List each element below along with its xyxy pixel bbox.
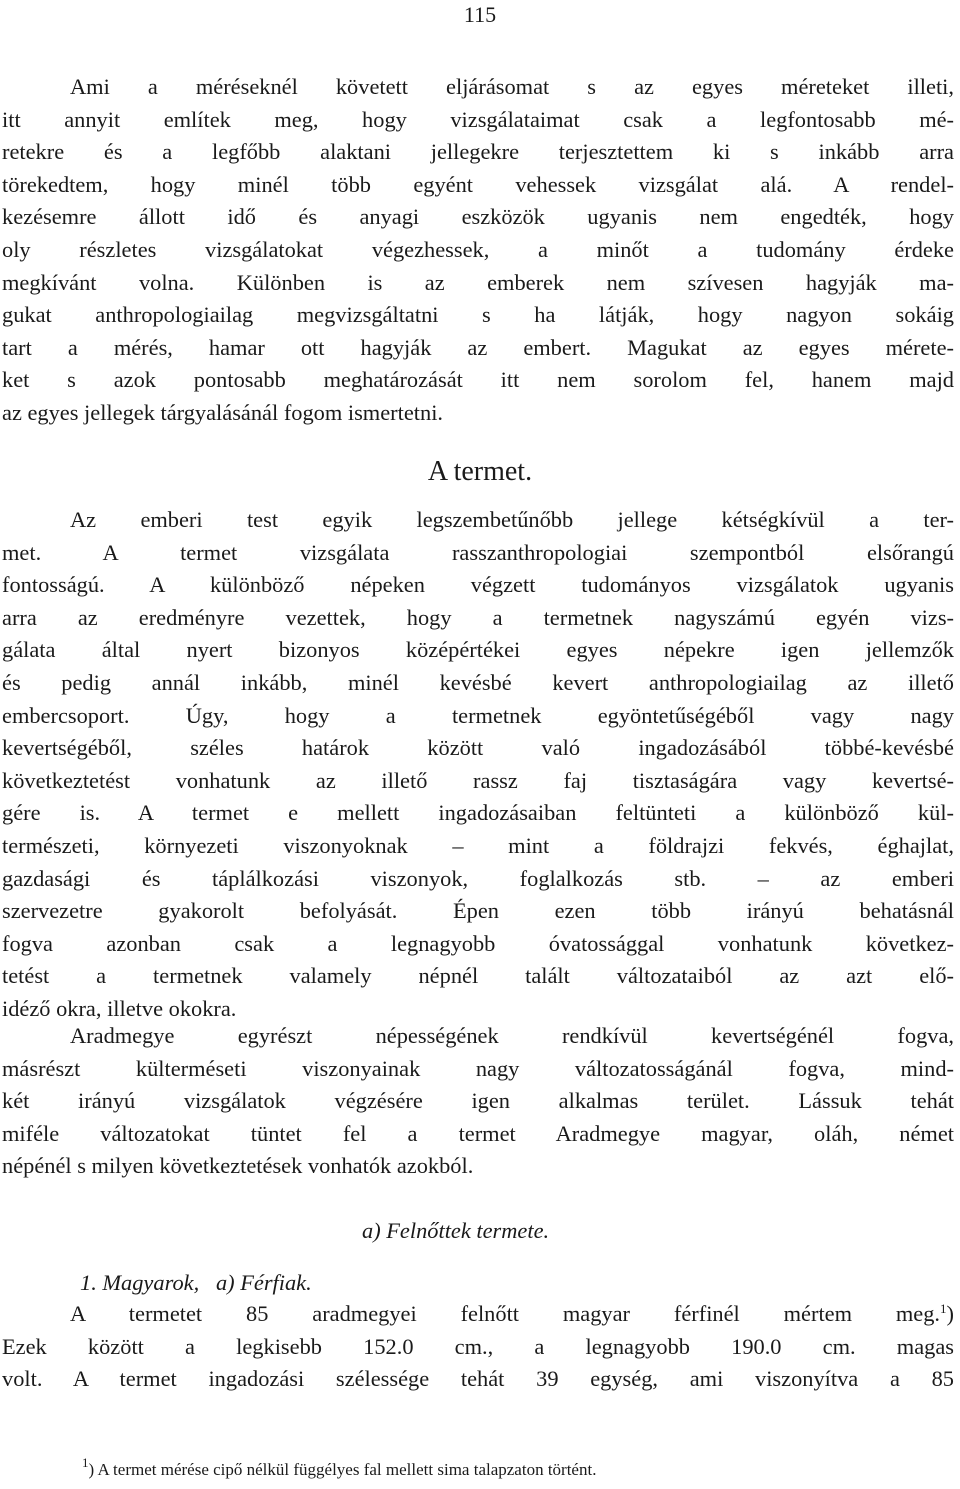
text-line: gukat anthropologiailag megvizsgáltatni s ha látják, hogy nagyon sokáig xyxy=(2,302,954,328)
text-line: az egyes jellegek tárgyalásánál fogom ismertetni. xyxy=(2,399,444,425)
subheading-hungarian-men: 1. Magyarok, a) Férfiak. xyxy=(80,1270,312,1295)
text-line: tetést a termetnek valamely népnél talált változataiból az azt elő- xyxy=(2,963,954,989)
text-line: retekre és a legfőbb alaktani jellegekre terjesztettem ki s inkább arra xyxy=(2,139,954,165)
text-line: kevertségéből, széles határok között való ingadozásából többé-kevésbé xyxy=(2,735,954,761)
text-line: oly részletes vizsgálatokat végezhessek, a minőt a tudomány érdeke xyxy=(2,236,954,262)
text-line: Ezek között a legkisebb 152.0 cm., a legnagyobb 190.0 cm. magas xyxy=(2,1333,954,1359)
footnote xyxy=(82,1455,597,1482)
text-line: másrészt külterméseti viszonyainak nagy változatosságánál fogva, mind- xyxy=(2,1055,954,1081)
text-line xyxy=(2,1298,954,1331)
text-line: volt. A termet ingadozási szélessége tehát 39 egység, ami viszonyítva a 85 xyxy=(2,1366,954,1392)
text-line: megkívánt volna. Különben is az emberek nem szívesen hagyják ma- xyxy=(2,269,954,295)
footnote-text: ) A termet mérése cipő nélkül függélyes fal mellett sima talapzaton történt. xyxy=(88,1460,597,1479)
text-line: arra az eredményre vezettek, hogy a termetnek nagyszámú egyén vizs- xyxy=(2,604,954,630)
section-heading: A termet. xyxy=(427,456,533,487)
text-line: miféle változatokat tüntet fel a termet Aradmegye magyar, oláh, német xyxy=(2,1120,954,1146)
text-line: Aradmegye egyrészt népességének rendkívül kevertségénél fogva, xyxy=(70,1023,954,1048)
text-line: szervezetre gyakorolt befolyását. Épen ezen több irányú behatásnál xyxy=(2,898,954,924)
page-number: 115 xyxy=(463,2,497,27)
text-line: és pedig annál inkább, minél kevésbé kevert anthropologiailag az illető xyxy=(2,669,954,695)
text-line: gére is. A termet e mellett ingadozásaiban feltünteti a különböző kül- xyxy=(2,800,954,826)
text-line: fontosságú. A különböző népeken végzett tudományos vizsgálatok ugyanis xyxy=(2,572,954,598)
text-fragment: A termetet 85 aradmegyei felnőtt magyar férfinél mértem meg. xyxy=(70,1301,941,1326)
paragraph-intro xyxy=(2,71,954,430)
text-line: törekedtem, hogy minél több egyént vehessek vizsgálat alá. A rendel- xyxy=(2,171,954,197)
text-line: ket s azok pontosabb meghatározását itt nem sorolom fel, hanem majd xyxy=(2,367,954,393)
footnote-ref: 1 xyxy=(940,1301,947,1316)
text-line: gazdasági és táplálkozási viszonyok, foglalkozás stb. – az emberi xyxy=(2,865,954,891)
text-fragment: ) xyxy=(946,1301,954,1326)
paragraph-aradmegye xyxy=(2,1020,954,1183)
text-line: kezésemre állott idő és anyagi eszközök ugyanis nem engedték, hogy xyxy=(2,204,954,230)
subheading-adults: a) Felnőttek termete. xyxy=(362,1218,550,1243)
text-line: két irányú vizsgálatok végzésére igen alkalmas terület. Lássuk tehát xyxy=(2,1088,954,1114)
text-line: itt annyit említek meg, hogy vizsgálataimat csak a legfontosabb mé- xyxy=(2,106,954,132)
text-line: tart a mérés, hamar ott hagyják az embert. Magukat az egyes mérete- xyxy=(2,334,954,360)
text-line: Az emberi test egyik legszembetűnőbb jellege kétségkívül a ter- xyxy=(70,507,954,532)
text-line: következtetést vonhatunk az illető rassz faj tisztaságára vagy kevertsé- xyxy=(2,767,954,793)
text-line: fogva azonban csak a legnagyobb óvatossággal vonhatunk következ- xyxy=(2,930,954,956)
paragraph-termet xyxy=(2,504,954,1026)
text-line: természeti, környezeti viszonyoknak – mint a földrajzi fekvés, éghajlat, xyxy=(2,832,954,858)
text-line: népénél s milyen következtetések vonhatók azokból. xyxy=(2,1153,474,1179)
paragraph-measurements xyxy=(2,1298,954,1396)
footnote-marker: 1 xyxy=(82,1455,89,1470)
text-line: embercsoport. Úgy, hogy a termetnek egyöntetűségéből vagy nagy xyxy=(2,702,954,728)
text-line: Ami a méréseknél követett eljárásomat s az egyes méreteket illeti, xyxy=(70,74,954,99)
text-line: idéző okra, illetve okokra. xyxy=(2,995,237,1021)
text-line: met. A termet vizsgálata rasszanthropologiai szempontból elsőrangú xyxy=(2,539,954,565)
text-line: gálata által nyert bizonyos középértékei egyes népekre igen jellemzők xyxy=(2,637,954,663)
